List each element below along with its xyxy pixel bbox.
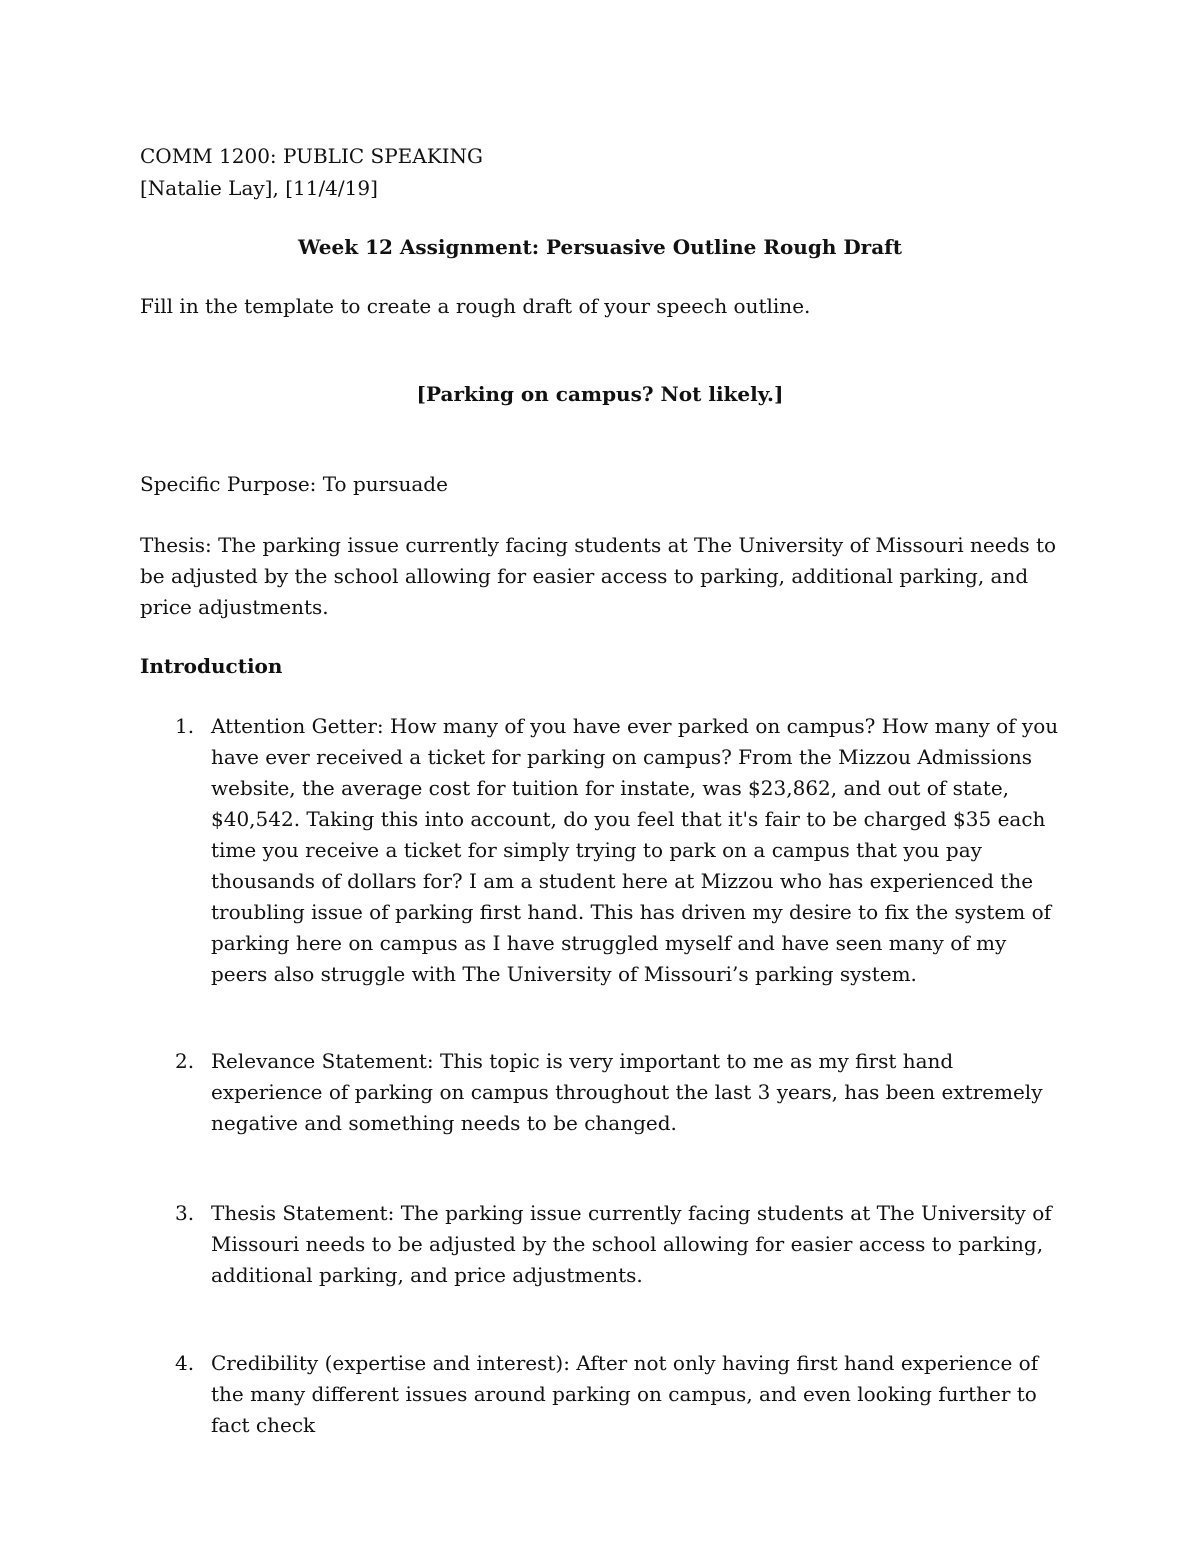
thesis-statement-text: Thesis Statement: The parking issue currently facing students at The University of Missouri needs to be adjusted by the school allowing for easier access to parking, additional parking, and price adjustments. — [211, 1201, 1052, 1287]
introduction-heading: Introduction — [140, 654, 283, 678]
list-item — [175, 1046, 1060, 1139]
list-item-number: 1. — [175, 714, 195, 738]
credibility-text: Credibility (expertise and interest): After not only having first hand experience of the many different issues around parking on campus, and even looking further to fact check — [211, 1351, 1039, 1437]
assignment-title: Week 12 Assignment: Persuasive Outline Rough Draft — [297, 235, 903, 259]
list-item — [175, 711, 1060, 990]
list-item-number: 3. — [175, 1201, 195, 1225]
relevance-statement-text: Relevance Statement: This topic is very important to me as my first hand experience of parking on campus throughout the last 3 years, has been extremely negative and something needs to be changed. — [211, 1049, 1043, 1135]
thesis-paragraph: Thesis: The parking issue currently facing students at The University of Missouri needs to be adjusted by the school allowing for easier access to parking, additional parking, and price adjustments. — [140, 533, 1057, 619]
author-date: [Natalie Lay], [11/4/19] — [140, 176, 378, 200]
specific-purpose: Specific Purpose: To pursuade — [140, 472, 448, 496]
speech-title: [Parking on campus? Not likely.] — [416, 382, 784, 406]
course-header: COMM 1200: PUBLIC SPEAKING — [140, 144, 484, 168]
list-item — [175, 1348, 1060, 1441]
list-item-number: 2. — [175, 1049, 195, 1073]
list-item — [175, 1198, 1060, 1291]
instructions: Fill in the template to create a rough draft of your speech outline. — [140, 294, 811, 318]
attention-getter-text: Attention Getter: How many of you have ever parked on campus? How many of you have ever received a ticket for parking on campus? From the Mizzou Admissions website, the average cost for tuition for instate, was $23,862, and out of state, $40,542. Taking this into account, do you feel that it's fair to be charged $35 each time you receive a ticket for simply trying to park on a campus that you pay thousands of dollars for? I am a student here at Mizzou who has experienced the troubling issue of parking first hand. This has driven my desire to fix the system of parking here on campus as I have struggled myself and have seen many of my peers also struggle with The University of Missouri’s parking system. — [211, 714, 1059, 986]
list-item-number: 4. — [175, 1351, 195, 1375]
